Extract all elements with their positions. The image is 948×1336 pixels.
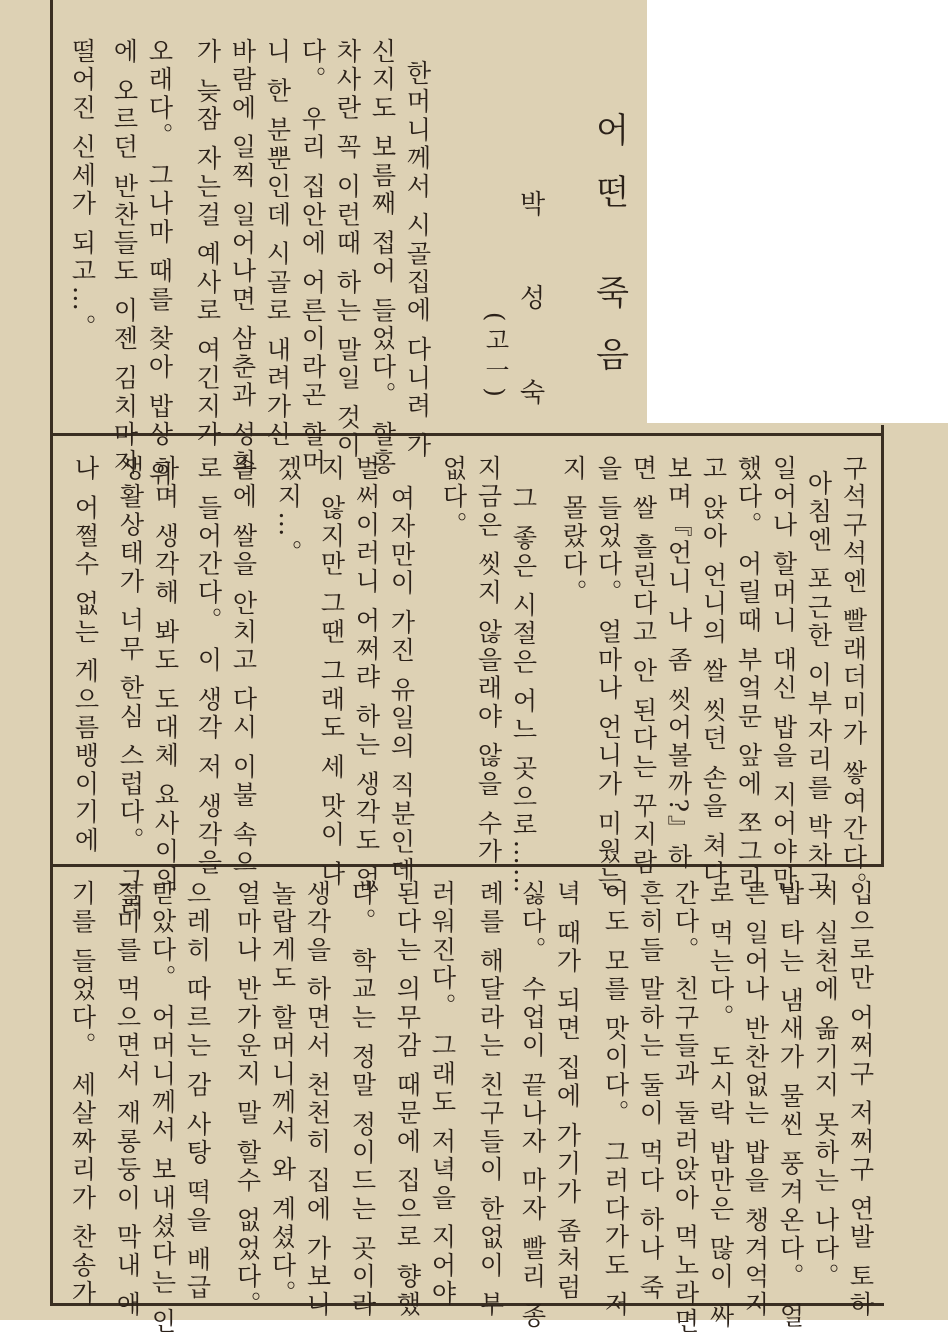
s2-line-17: 솥에 쌀을 안치고 다시 이불 속으 [229,455,258,878]
author-grade: (고一) [481,312,509,403]
s3-line-16: 놀랍게도 할머니께서 와 계셨다。 [268,880,297,1309]
s2-line-7: 면 쌀 흘린다고 안 된다는 꾸지람 [629,455,658,878]
s3-line-18: 으레히 따르는 감 사탕 떡을 배급 [183,880,212,1303]
s1-line-3: 차사란 꼭 이런때 하는 말일 것이 [333,38,362,461]
s3-line-3: 밥 타는 냄새가 물씬 풍겨온다。 얼 [776,880,805,1331]
s2-line-2: 아침엔 포근한 이부자리를 박차고 [804,470,833,899]
s2-line-19: 하며 생각해 봐도 도대체 요사이의 [151,455,180,895]
s2-line-21: 나 어쩔수 없는 게으름뱅이기에 [71,455,100,856]
s3-line-6: 간다。 친구들과 둘러앉아 먹노라면 [671,880,700,1336]
s3-line-14: 다。 학교는 정말 정이드는 곳이라 [348,880,377,1320]
s1-line-7: 가 늦잠 자는걸 예사로 여긴지가 [193,38,222,450]
s2-line-11: 지금은 씻지 않을래야 않을 수가 [474,455,503,867]
s3-line-15: 생각을 하면서 천천히 집에 가보니 [303,880,332,1320]
s2-line-1: 구석구석엔 빨래더미가 쌓여간다。 [839,455,868,901]
s1-line-10: 떨어진 신세가 되고…。 [68,38,97,343]
s2-line-12: 없다。 [439,455,468,540]
s3-line-5: 로 먹는다。 도시락 밥만은 많이 싸 [706,880,735,1331]
s1-line-4: 다。 우리 집안에 어른이라곤 할머 [298,38,327,478]
author-name: 박 성 숙 [515,190,545,435]
s2-line-14: 벌써이러니 어쩌랴 하는 생각도 없 [352,455,381,895]
s2-line-20: 생활상태가 너무 한심 스럽다。 그러 [116,455,145,923]
s1-line-6: 바람에 일찍 일어나면 삼춘과 성희 [228,38,257,478]
s2-line-8: 을 들었다。 얼마나 언니가 미웠는 [594,455,623,895]
s3-line-10: 싫다。 수업이 끝나자 마자 빨리 종 [518,880,547,1331]
s2-line-18: 로 들어간다。 이 생각 저 생각을 [194,455,223,878]
left-border [50,0,53,1306]
right-border [881,425,884,865]
article-title: 어떤 죽음 [589,112,629,399]
s1-line-1: 한머니께서 시골집에 다니려 가 [403,60,432,461]
s2-line-5: 고 앉아 언니의 쌀 씻던 손을 쳐다 [699,455,728,889]
s2-line-9: 지 몰랐다。 [559,455,588,608]
s3-line-8: 어도 모를 맛이다。 그러다가도 저 [601,880,630,1320]
s3-line-1: 입으로만 어쩌구 저쩌구 연발 토하 [846,880,875,1320]
s3-line-2: 지 실천에 옮기지 못하는 나다。 [811,880,840,1292]
s3-line-4: 른 일어나 반찬없는 밥을 챙겨억지 [741,880,770,1320]
s2-line-4: 했다。 어릴때 부엌문 앞에 쪼그리 [734,455,763,895]
s3-line-17: 얼마나 반가운지 말 할수 없었다。 [233,880,262,1320]
s3-line-19: 받았다。 어머니께서 보내셨다는 인 [148,880,177,1336]
s3-line-11: 례를 해달라는 친구들이 한없이 부 [476,880,505,1320]
s2-line-15: 지 않지만 그땐 그래도 세 맛이 나 [317,455,346,889]
s3-line-7: 흔히들 말하는 둘이 먹다 하나 죽 [636,880,665,1303]
s2-line-10: 그 좋은 시절은 어느 곳으로…… [509,485,538,897]
s1-line-8: 오래다。 그나마 때를 찾아 밥상 위 [145,38,174,489]
s3-line-21: 기를 들었다。 세살짜리가 찬송가 [68,880,97,1309]
s2-line-16: 겠지…。 [274,455,303,568]
s1-line-2: 신지도 보름째 접어 들었다。 할홍 [368,38,397,478]
s2-line-3: 일어나 할머니 대신 밥을 지어야만 [769,455,798,895]
s3-line-20: 절미를 먹으면서 재롱둥이 막내 애 [113,880,142,1320]
s3-line-12: 러워진다。 그래도 저녁을 지어야 [428,880,457,1309]
s3-line-13: 된다는 의무감 때문에 집으로 향했 [393,880,422,1320]
s1-line-5: 니 한 분뿐인데 시골로 내려가신 [263,38,292,450]
s3-line-9: 녁 때가 되면 집에 가기가 좀처럼 [553,880,582,1303]
s2-line-6: 보며『언니 나 좀 씻어볼까?』하 [664,455,693,872]
s2-line-13: 여자만이 가진 유일의 직분인데 [387,485,416,886]
s1-line-9: 에 오르던 반찬들도 이젠 김치마저 [110,38,139,478]
